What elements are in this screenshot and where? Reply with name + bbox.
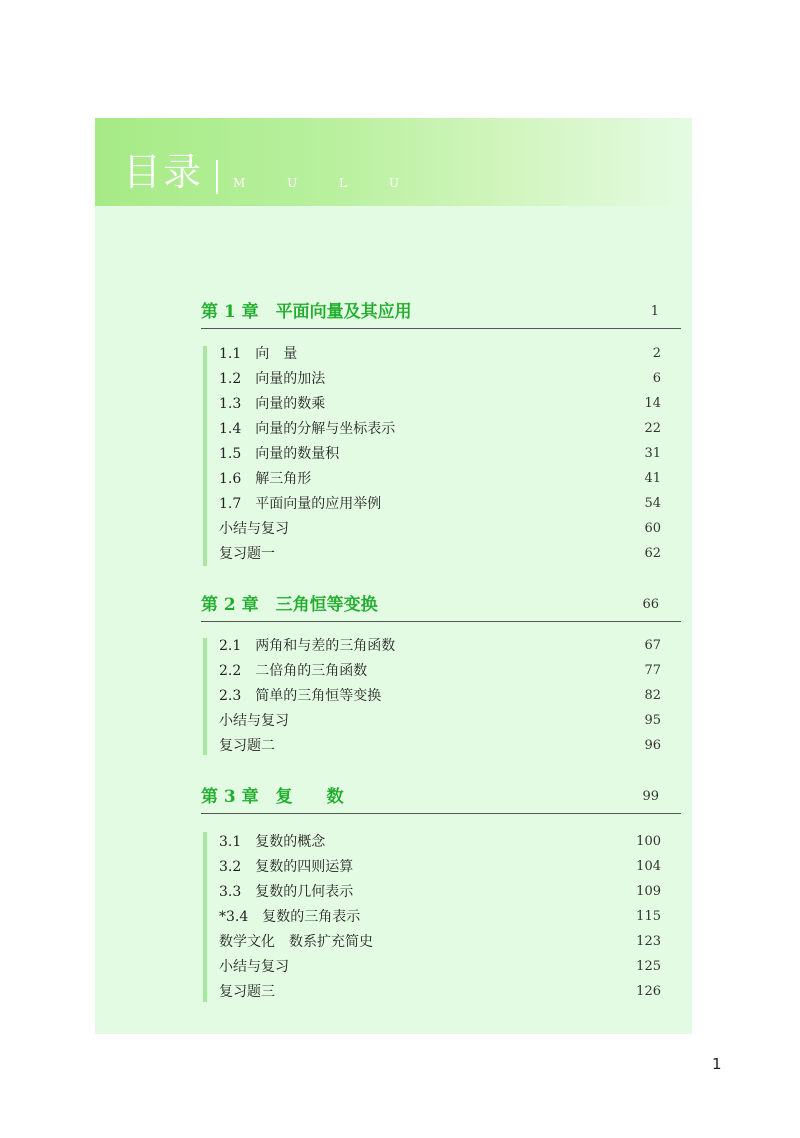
contents-title: 目录 bbox=[123, 150, 204, 194]
contents-panel bbox=[95, 118, 692, 1034]
entry-page: 96 bbox=[644, 738, 661, 753]
entry-label: 1.2 向量的加法 bbox=[219, 371, 326, 387]
entry-page: 2 bbox=[652, 346, 661, 361]
chapter-divider bbox=[201, 328, 681, 329]
entry-page: 67 bbox=[644, 638, 661, 653]
section-bar bbox=[203, 832, 207, 1002]
toc-entry[interactable] bbox=[219, 907, 661, 927]
entry-label: 小结与复习 bbox=[219, 521, 289, 537]
chapter-1-heading[interactable] bbox=[201, 302, 681, 322]
chapter-3-heading[interactable] bbox=[201, 787, 681, 807]
chapter-title: 第 2 章 三角恒等变换 bbox=[201, 595, 378, 615]
entry-page: 115 bbox=[636, 909, 661, 924]
chapter-title: 第 1 章 平面向量及其应用 bbox=[201, 302, 412, 322]
entry-page: 95 bbox=[644, 713, 661, 728]
entry-label: 3.3 复数的几何表示 bbox=[219, 884, 354, 900]
chapter-divider bbox=[201, 813, 681, 814]
toc-entry[interactable] bbox=[219, 832, 661, 852]
section-bar bbox=[203, 346, 207, 566]
entry-label: 1.6 解三角形 bbox=[219, 471, 312, 487]
chapter-page: 1 bbox=[650, 304, 659, 319]
toc-entry[interactable] bbox=[219, 711, 661, 731]
toc-entry[interactable] bbox=[219, 736, 661, 756]
section-bar bbox=[203, 638, 207, 755]
toc-entry[interactable] bbox=[219, 369, 661, 389]
entry-page: 62 bbox=[644, 546, 661, 561]
contents-subtitle: M U L U bbox=[233, 176, 403, 190]
toc-entry[interactable] bbox=[219, 857, 661, 877]
chapter-page: 99 bbox=[642, 789, 659, 804]
entry-label: 1.7 平面向量的应用举例 bbox=[219, 496, 382, 512]
entry-page: 123 bbox=[636, 934, 661, 949]
entry-page: 100 bbox=[636, 834, 661, 849]
entry-page: 14 bbox=[644, 396, 661, 411]
toc-entry[interactable] bbox=[219, 544, 661, 564]
contents-banner bbox=[95, 118, 692, 206]
entry-label: 2.2 二倍角的三角函数 bbox=[219, 663, 368, 679]
toc-entry[interactable] bbox=[219, 932, 661, 952]
entry-page: 125 bbox=[636, 959, 661, 974]
toc-entry[interactable] bbox=[219, 519, 661, 539]
entry-label: 小结与复习 bbox=[219, 959, 289, 975]
toc-entry[interactable] bbox=[219, 394, 661, 414]
toc-entry[interactable] bbox=[219, 636, 661, 656]
toc-entry[interactable] bbox=[219, 469, 661, 489]
toc-entry[interactable] bbox=[219, 444, 661, 464]
entry-label: 2.3 简单的三角恒等变换 bbox=[219, 688, 382, 704]
toc-entry[interactable] bbox=[219, 882, 661, 902]
toc-entry[interactable] bbox=[219, 494, 661, 514]
entry-label: 2.1 两角和与差的三角函数 bbox=[219, 638, 396, 654]
toc-entry[interactable] bbox=[219, 957, 661, 977]
entry-label: 3.2 复数的四则运算 bbox=[219, 859, 354, 875]
toc-entry[interactable] bbox=[219, 686, 661, 706]
entry-label: 复习题三 bbox=[219, 984, 275, 1000]
entry-page: 60 bbox=[644, 521, 661, 536]
entry-label: 数学文化 数系扩充简史 bbox=[219, 934, 373, 950]
chapter-page: 66 bbox=[642, 597, 659, 612]
entry-label: 复习题二 bbox=[219, 738, 275, 754]
banner-divider bbox=[216, 160, 218, 194]
entry-page: 31 bbox=[644, 446, 661, 461]
entry-label: 3.1 复数的概念 bbox=[219, 834, 326, 850]
entry-page: 126 bbox=[636, 984, 661, 999]
toc-entry[interactable] bbox=[219, 344, 661, 364]
entry-label: 1.4 向量的分解与坐标表示 bbox=[219, 421, 396, 437]
toc-entry[interactable] bbox=[219, 419, 661, 439]
toc-entry[interactable] bbox=[219, 661, 661, 681]
entry-label: 1.1 向 量 bbox=[219, 346, 298, 362]
entry-page: 54 bbox=[644, 496, 661, 511]
entry-page: 82 bbox=[644, 688, 661, 703]
entry-label: *3.4 复数的三角表示 bbox=[219, 909, 361, 925]
toc-entry[interactable] bbox=[219, 982, 661, 1002]
entry-page: 77 bbox=[644, 663, 661, 678]
entry-page: 109 bbox=[636, 884, 661, 899]
entry-page: 41 bbox=[644, 471, 661, 486]
chapter-divider bbox=[201, 621, 681, 622]
entry-label: 复习题一 bbox=[219, 546, 275, 562]
chapter-2-heading[interactable] bbox=[201, 595, 681, 615]
entry-page: 22 bbox=[644, 421, 661, 436]
chapter-title: 第 3 章 复 数 bbox=[201, 787, 344, 807]
entry-page: 6 bbox=[652, 371, 661, 386]
entry-label: 小结与复习 bbox=[219, 713, 289, 729]
entry-page: 104 bbox=[636, 859, 661, 874]
entry-label: 1.5 向量的数量积 bbox=[219, 446, 340, 462]
page-number: 1 bbox=[712, 1055, 722, 1073]
entry-label: 1.3 向量的数乘 bbox=[219, 396, 326, 412]
